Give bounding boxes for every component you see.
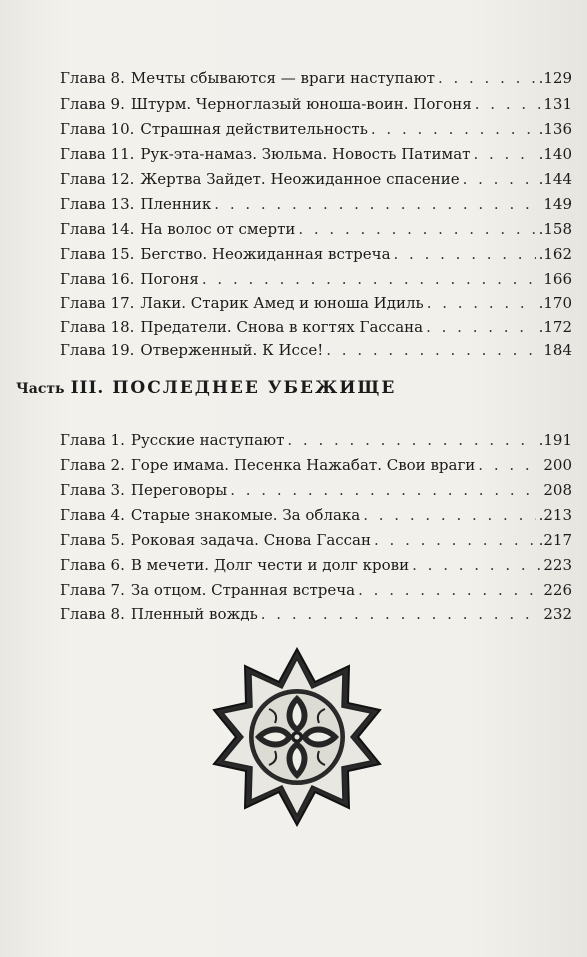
- leader-dots: [426, 315, 536, 339]
- toc-entry: [60, 428, 572, 452]
- page-number: .129: [538, 69, 572, 87]
- page-number: 149: [543, 195, 572, 213]
- leader-dots: [374, 528, 536, 552]
- chapter-number: Глава 5.: [60, 531, 125, 549]
- chapter-title: Погоня: [140, 270, 199, 288]
- toc-entry: [60, 478, 572, 502]
- chapter-number: Глава 12.: [60, 170, 135, 188]
- page-number: 200: [543, 456, 572, 474]
- chapter-number: Глава 2.: [60, 456, 125, 474]
- part-number: III.: [70, 378, 105, 398]
- ornament-center-dot: [295, 735, 300, 740]
- leader-dots: [358, 578, 540, 602]
- chapter-number: Глава 18.: [60, 318, 135, 336]
- page-number: .140: [538, 145, 572, 163]
- leader-dots: [371, 117, 536, 141]
- chapter-number: Глава 15.: [60, 245, 135, 263]
- chapter-title: Роковая задача. Снова Гассан: [130, 531, 371, 549]
- leader-dots: [214, 192, 540, 216]
- toc-entry: [60, 503, 572, 527]
- chapter-title: Отверженный. К Иссе!: [140, 341, 324, 359]
- chapter-title: Лаки. Старик Амед и юноша Идиль: [140, 294, 424, 312]
- chapter-title: На волос от смерти: [140, 220, 296, 238]
- page-number: .162: [538, 245, 572, 263]
- leader-dots: [438, 66, 536, 90]
- chapter-number: Глава 8.: [60, 605, 125, 623]
- chapter-number: Глава 16.: [60, 270, 135, 288]
- page-number: .170: [538, 294, 572, 312]
- chapter-number: Глава 4.: [60, 506, 125, 524]
- leader-dots: [230, 478, 540, 502]
- chapter-title: Пленный вождь: [130, 605, 258, 623]
- chapter-title: Старые знакомые. За облака: [130, 506, 361, 524]
- toc-entry: [60, 553, 572, 577]
- toc-entry: [60, 142, 572, 166]
- chapter-title: Бегство. Неожиданная встреча: [140, 245, 391, 263]
- leader-dots: [394, 242, 536, 266]
- page-number: 184: [543, 341, 572, 359]
- leader-dots: [463, 167, 536, 191]
- leader-dots: [363, 503, 535, 527]
- chapter-title: Горе имама. Песенка Нажабат. Свои враги: [130, 456, 476, 474]
- chapter-title: Страшная действительность: [140, 120, 368, 138]
- chapter-number: Глава 14.: [60, 220, 135, 238]
- toc-entry: [60, 602, 572, 626]
- chapter-number: Глава 1.: [60, 431, 125, 449]
- page-number: 232: [543, 605, 572, 623]
- page-number: .217: [538, 531, 572, 549]
- toc-entry: [60, 578, 572, 602]
- chapter-number: Глава 10.: [60, 120, 135, 138]
- chapter-title: В мечети. Долг чести и долг крови: [130, 556, 410, 574]
- toc-entry: [60, 92, 572, 116]
- chapter-number: Глава 13.: [60, 195, 135, 213]
- chapter-number: Глава 6.: [60, 556, 125, 574]
- chapter-title: Мечты сбываются — враги наступают: [130, 69, 435, 87]
- chapter-title: За отцом. Странная встреча: [130, 581, 356, 599]
- chapter-number: Глава 19.: [60, 341, 135, 359]
- leader-dots: [202, 267, 540, 291]
- leader-dots: [427, 291, 536, 315]
- leader-dots: [326, 338, 540, 362]
- page-number: 131: [543, 95, 572, 113]
- page-number: 166: [543, 270, 572, 288]
- chapter-title: Штурм. Черноглазый юноша-воин. Погоня: [130, 95, 472, 113]
- chapter-number: Глава 17.: [60, 294, 135, 312]
- leader-dots: [298, 217, 535, 241]
- chapter-number: Глава 3.: [60, 481, 125, 499]
- chapter-number: Глава 8.: [60, 69, 125, 87]
- toc-entry: [60, 291, 572, 315]
- leader-dots: [261, 602, 541, 626]
- chapter-number: Глава 7.: [60, 581, 125, 599]
- toc-entry: [60, 267, 572, 291]
- chapter-title: Русские наступают: [130, 431, 285, 449]
- part-heading: [16, 378, 396, 398]
- toc-entry: [60, 453, 572, 477]
- chapter-number: Глава 9.: [60, 95, 125, 113]
- toc-entry: [60, 217, 572, 241]
- page-number: .144: [538, 170, 572, 188]
- page-number: 226: [543, 581, 572, 599]
- toc-entry: [60, 117, 572, 141]
- leader-dots: [412, 553, 540, 577]
- chapter-title: Рук-эта-намаз. Зюльма. Новость Патимат: [140, 145, 471, 163]
- page-number: 223: [543, 556, 572, 574]
- toc-entry: [60, 338, 572, 362]
- toc-entry: [60, 192, 572, 216]
- chapter-title: Пленник: [140, 195, 212, 213]
- toc-entry: [60, 167, 572, 191]
- part-label: Часть: [16, 381, 65, 397]
- chapter-title: Жертва Зайдет. Неожиданное спасение: [140, 170, 460, 188]
- leader-dots: [478, 453, 540, 477]
- page-number: .191: [538, 431, 572, 449]
- page-number: .213: [538, 506, 572, 524]
- chapter-number: Глава 11.: [60, 145, 135, 163]
- part-title: ПОСЛЕДНЕЕ УБЕЖИЩЕ: [112, 378, 397, 398]
- toc-entry: [60, 528, 572, 552]
- leader-dots: [473, 142, 535, 166]
- page-number: .136: [538, 120, 572, 138]
- ornament-star-icon: [212, 647, 382, 827]
- chapter-title: Переговоры: [130, 481, 228, 499]
- page-number: .172: [538, 318, 572, 336]
- chapter-title: Предатели. Снова в когтях Гассана: [140, 318, 424, 336]
- page-number: .158: [538, 220, 572, 238]
- toc-entry: [60, 66, 572, 90]
- leader-dots: [287, 428, 535, 452]
- toc-entry: [60, 242, 572, 266]
- leader-dots: [475, 92, 541, 116]
- toc-entry: [60, 315, 572, 339]
- page-number: 208: [543, 481, 572, 499]
